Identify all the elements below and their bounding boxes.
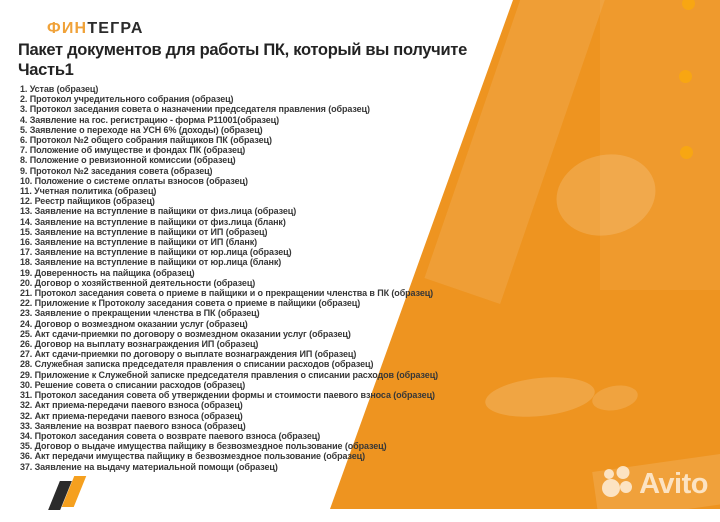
page-title: [18, 41, 488, 80]
list-item: 10. Положение о системе оплаты взносов (образец): [20, 175, 248, 186]
list-item: 32. Акт приема-передачи паевого взноса (образец): [20, 410, 243, 421]
fintegra-logo: [47, 20, 144, 38]
list-item: 22. Приложение к Протоколу заседания совета о приеме в пайщики (образец): [20, 298, 361, 309]
list-item: 7. Положение об имуществе и фондах ПК (образец): [20, 145, 246, 156]
list-item: 13. Заявление на вступление в пайщики от физ.лица (образец): [20, 206, 297, 217]
list-item: 32. Акт приема-передачи паевого взноса (образец): [20, 400, 243, 411]
list-item: 17. Заявление на вступление в пайщики от юр.лица (образец): [20, 247, 292, 258]
page-title-line2: Часть1: [18, 60, 74, 79]
avito-watermark-label: Avito: [639, 468, 708, 500]
list-item: 18. Заявление на вступление в пайщики от юр.лица (бланк): [20, 257, 282, 268]
shirt-button-icon: [679, 70, 692, 83]
list-item: 9. Протокол №2 заседания совета (образец): [20, 165, 213, 176]
list-item: 21. Протокол заседания совета о приеме в пайщики и о прекращении членства в ПК (образец): [20, 288, 434, 299]
shirt-button-icon: [680, 146, 693, 159]
list-item: 14. Заявление на вступление в пайщики от физ.лица (бланк): [20, 216, 286, 227]
list-item: 1. Устав (образец): [20, 84, 99, 94]
list-item: 20. Договор о хозяйственной деятельности (образец): [20, 277, 256, 288]
list-item: 35. Договор о выдаче имущества пайщику в безвозмездное пользование (образец): [20, 441, 387, 452]
list-item: 30. Решение совета о списании расходов (образец): [20, 379, 246, 390]
avito-watermark: [602, 466, 708, 500]
list-item: 6. Протокол №2 общего собрания пайщиков ПК (образец): [20, 135, 272, 146]
photo-shirt-highlight: [600, 0, 720, 290]
avito-logo-icon: [602, 466, 636, 497]
list-item: 5. Заявление о переходе на УСН 6% (доходы) (образец): [20, 124, 263, 135]
list-item: 8. Положение о ревизионной комиссии (образец): [20, 155, 236, 166]
list-item: 27. Акт сдачи-приемки по договору о выплате вознаграждения ИП (образец): [20, 349, 357, 360]
list-item: 19. Доверенность на пайщика (образец): [20, 267, 195, 278]
photo-paper-highlight: [483, 372, 596, 421]
list-item: 26. Договор на выплату вознаграждения ИП (образец): [20, 339, 259, 350]
list-item: 15. Заявление на вступление в пайщики от ИП (образец): [20, 226, 268, 237]
document-list: [20, 84, 438, 472]
list-item: 11. Учетная политика (образец): [20, 186, 157, 197]
list-item: 25. Акт сдачи-приемки по договору о возмездном оказании услуг (образец): [20, 328, 351, 339]
list-item: 33. Заявление на возврат паевого взноса (образец): [20, 420, 246, 431]
list-item: 16. Заявление на вступление в пайщики от ИП (бланк): [20, 237, 257, 248]
page-title-line1: Пакет документов для работы ПК, который вы получите: [18, 41, 467, 59]
list-item: 28. Служебная записка председателя правления о списании расходов (образец): [20, 359, 374, 370]
list-item: 23. Заявление о прекращении членства в ПК (образец): [20, 308, 260, 319]
photo-paper-highlight: [590, 382, 639, 414]
list-item: 29. Приложение к Служебной записке председателя правления о списании расходов (образец): [20, 369, 439, 380]
fintegra-logo-part2: ТЕГРА: [87, 20, 144, 37]
list-item: 3. Протокол заседания совета о назначении председателя правления (образец): [20, 104, 370, 115]
list-item: 37. Заявление на выдачу материальной помощи (образец): [20, 461, 278, 472]
list-item: 24. Договор о возмездном оказании услуг (образец): [20, 318, 248, 329]
list-item: 31. Протокол заседания совета об утверждении формы и стоимости паевого взноса (образец): [20, 390, 435, 401]
fintegra-logo-part1: ФИН: [47, 20, 88, 37]
list-item: 34. Протокол заседания совета о возврате паевого взноса (образец): [20, 430, 321, 441]
list-item: 36. Акт передачи имущества пайщику в безвозмездное пользование (образец): [20, 451, 365, 462]
list-item: 12. Реестр пайщиков (образец): [20, 196, 155, 207]
list-item: 2. Протокол учредительного собрания (образец): [20, 94, 234, 105]
list-item: 4. Заявление на гос. регистрацию - форма Р11001(образец): [20, 114, 279, 125]
